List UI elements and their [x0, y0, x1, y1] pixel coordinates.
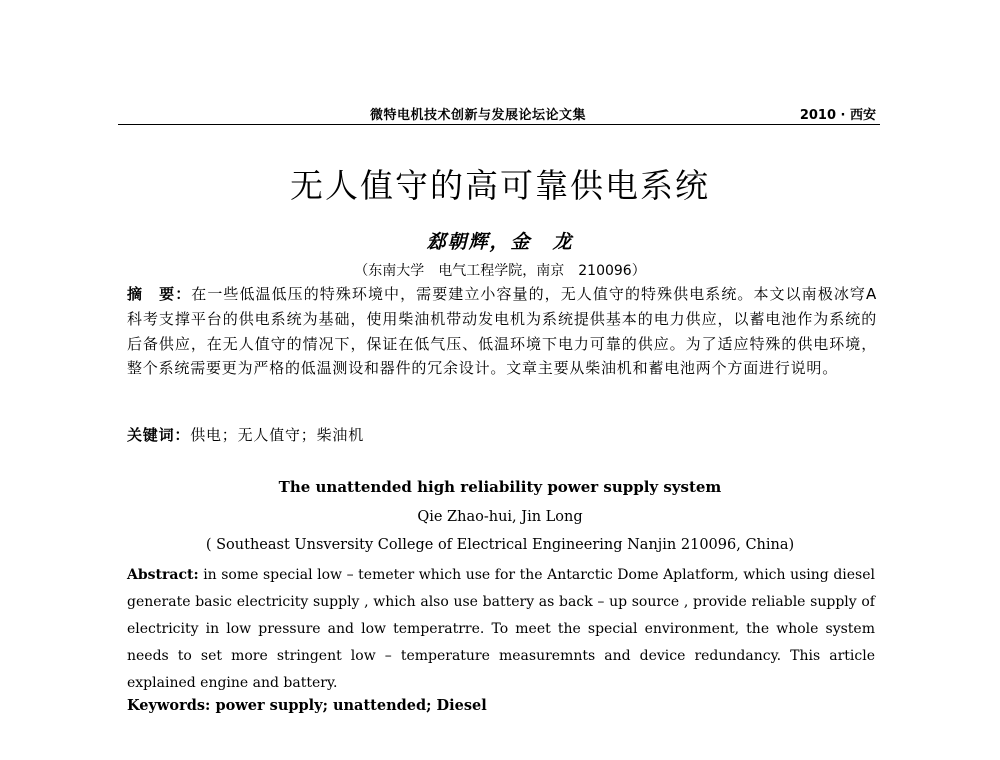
keywords-cn-label: 关键词： [127, 426, 191, 444]
paper-title-en: The unattended high reliability power supply system [278, 478, 722, 496]
keywords-en-label: Keywords: [127, 697, 211, 714]
authors-cn: 郄朝辉，金 龙 [426, 231, 574, 253]
keywords-cn-text: 供电；无人值守；柴油机 [190, 426, 365, 444]
year-location: 2010 · 西安 [799, 108, 876, 123]
abstract-en-label: Abstract: [127, 567, 199, 583]
abstract-en-text: in some special low – temeter which use for the Antarctic Dome Aplatform, which using diesel generate basic electricity supply , which also use battery as back – up source , provide reliable supply of electricity in low pressure and low temperatrre. To meet the special environment, the whole system needs to set more stringent low – temperature measuremnts and device redundancy. This article explained engine and battery. [127, 567, 875, 691]
abstract-en [127, 562, 875, 697]
abstract-cn [127, 282, 877, 381]
keywords-en [127, 697, 875, 714]
keywords-cn [127, 424, 877, 445]
affiliation-en: ( Southeast Unsversity College of Electrical Engineering Nanjin 210096, China) [205, 537, 795, 553]
proceedings-title: 微特电机技术创新与发展论坛论文集 [370, 108, 587, 123]
abstract-cn-label: 摘 要： [127, 285, 192, 303]
authors-en: Qie Zhao-hui, Jin Long [417, 509, 583, 525]
keywords-en-text: power supply; unattended; Diesel [215, 697, 487, 714]
abstract-cn-text: 在一些低温低压的特殊环境中，需要建立小容量的，无人值守的特殊供电系统。本文以南极冰穹A科考支撑平台的供电系统为基础，使用柴油机带动发电机为系统提供基本的电力供应，以蓄电池作为系统的后备供应，在无人值守的情况下，保证在低气压、低温环境下电力可靠的供应。为了适应特殊的供电环境，整个系统需要更为严格的低温测设和器件的冗余设计。文章主要从柴油机和蓄电池两个方面进行说明。 [127, 285, 878, 378]
running-head [118, 104, 880, 125]
affiliation-cn: （东南大学 电气工程学院，南京 210096） [354, 263, 646, 279]
paper-title-cn: 无人值守的高可靠供电系统 [290, 166, 710, 205]
